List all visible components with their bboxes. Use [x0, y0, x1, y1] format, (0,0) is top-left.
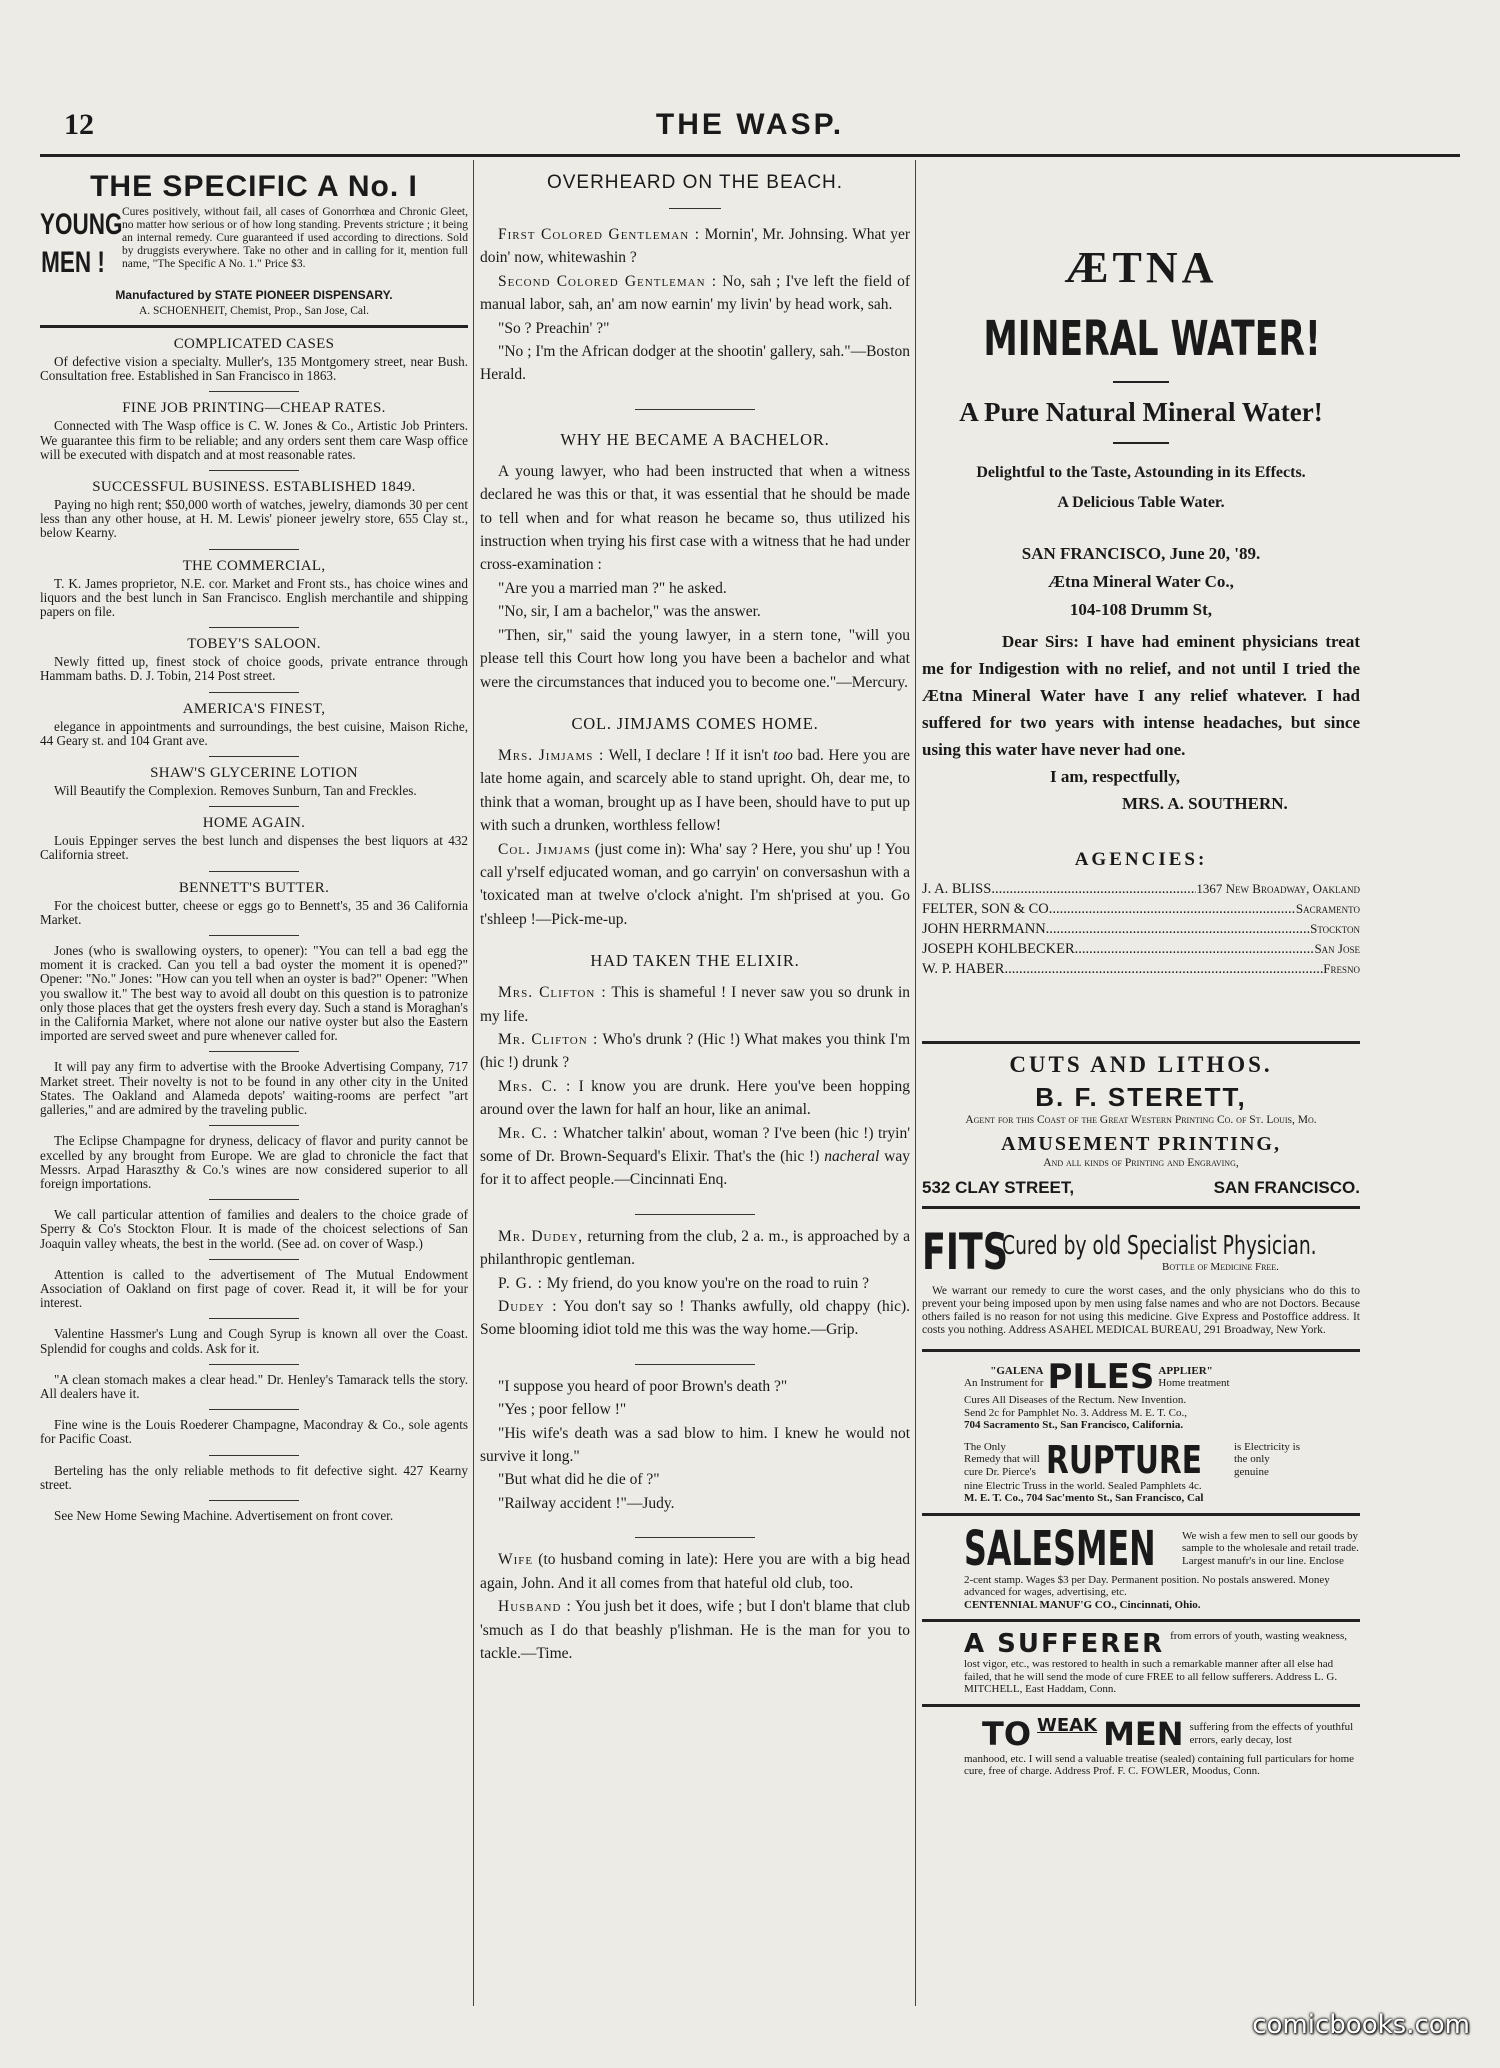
dialogue-line: Dudey : You don't say so ! Thanks awfully, old chappy (hic). Some blooming idiot told me this was the way home.—Grip.: [480, 1298, 910, 1339]
ad-heading: HOME AGAIN.: [202, 815, 306, 832]
ad-heading: BENNETT'S BUTTER.: [178, 879, 330, 896]
ad-body: For the choicest butter, cheese or eggs go to Bennett's, 35 and 36 California Market.: [40, 897, 468, 927]
ad-body: Paying no high rent; $50,000 worth of watches, jewelry, diamonds 30 per cent less than any other house, at H. M. Lewis' pioneer jewelry store, 655 Clay st., below Kearny.: [40, 497, 468, 541]
dialogue-line: P. G. : My friend, do you know you're on the road to ruin ?: [498, 1274, 869, 1292]
letter-address: 104-108 Drumm St,: [1069, 600, 1213, 619]
weak-men-ad: TO WEAK MEN suffering from the effects of youthful errors, early decay, lost manhood, etc. I will send a valuable treatise (sealed) containing full particulars for home cure, free of charge. Address Prof. F. C. FOWLER, Moodus, Conn.: [964, 1714, 1355, 1777]
dialogue-line: "But what did he die of ?": [498, 1471, 660, 1489]
dialogue-line: Husband : You jush bet it does, wife ; but I don't blame that club 'smuch as I do that beashly p'lishman. He is the man for you to tackle.—Time.: [480, 1598, 910, 1662]
dialogue-line: "So ? Preachin' ?": [498, 319, 610, 337]
manufacturer-line: Manufactured by STATE PIONEER DISPENSARY.: [115, 288, 393, 302]
header-rule: [40, 154, 1460, 157]
young-men-heading: YOUNG MEN !: [40, 208, 123, 279]
dialogue-line: Mrs. Clifton : This is shameful ! I never saw you so drunk in my life.: [480, 984, 910, 1025]
agency-row: FELTER, SON & CO ..... Sacramento: [922, 899, 1360, 919]
rupture-heading: RUPTURE: [1046, 1437, 1202, 1482]
divider: [209, 1199, 299, 1200]
divider: [209, 1455, 299, 1456]
divider: [209, 1500, 299, 1501]
story-paragraph: A young lawyer, who had been instructed that when a witness declared he was this or that, it was essential that he should be made to tell when and for what reason he became so, thus utilized his instruction when trying his first case with a witness that he had under cross-examination :: [480, 462, 910, 574]
divider: [635, 1214, 755, 1215]
story-paragraph: "Are you a married man ?" he asked.: [498, 579, 727, 597]
fits-heading: FITS: [922, 1223, 1009, 1281]
chemist-line: A. SCHOENHEIT, Chemist, Prop., San Jose, Cal.: [138, 305, 370, 317]
dialogue-line: Mr. Clifton : Who's drunk ? (Hic !) What makes you think I'm (hic !) drunk ?: [480, 1030, 910, 1072]
notice: Valentine Hassmer's Lung and Cough Syrup is known all over the Coast. Splendid for coughs and colds. Ask for it.: [40, 1326, 468, 1356]
agency-row: JOHN HERRMANN ..... Stockton: [922, 919, 1360, 939]
testimonial-letter: Dear Sirs: I have had eminent physicians treat me for Indigestion with no relief, and not until I tried the Ætna Mineral Water have I any relief whatever. I had suffered for two years with intense headaches, but since using this water have never had one.: [922, 632, 1360, 759]
salesmen-heading: SALESMEN: [964, 1520, 1156, 1577]
sterett-address: 532 CLAY STREET, SAN FRANCISCO.: [922, 1178, 1360, 1197]
letter-signature: MRS. A. SOUTHERN.: [1122, 794, 1288, 813]
ad-body: Of defective vision a specialty. Muller's, 135 Montgomery street, near Bush. Consultation free. Established in San Francisco in 1863.: [40, 354, 468, 384]
classified-ad: [40, 479, 468, 541]
agency-row: J. A. BLISS ..... 1367 New Broadway, Oakland: [922, 879, 1360, 899]
ad-heading: THE COMMERCIAL,: [182, 557, 326, 574]
notice: Attention is called to the advertisement of The Mutual Endowment Association of Oakland on first page of cover. Read it, it will be for your interest.: [40, 1266, 468, 1311]
fits-subheading: Cured by old Specialist Physician.: [1002, 1231, 1317, 1261]
divider: [209, 1051, 299, 1052]
salesmen-ad: SALESMEN We wish a few men to sell our goods by sample to the wholesale and retail trade. Largest manufr's in our line. Enclose 2-cent stamp. Wages $3 per Day. Permanent position. No postals answered. Money advanced for wages, advertising, etc. CENTENNIAL MANUF'G CO., Cincinnati, Ohio.: [964, 1520, 1359, 1611]
agency-row: JOSEPH KOHLBECKER ..... San Jose: [922, 939, 1360, 959]
classified-ad: [40, 880, 468, 927]
divider: [635, 409, 755, 410]
divider: [209, 1259, 299, 1260]
section-rule: [922, 1349, 1360, 1352]
letter-close: I am, respectfully,: [1050, 767, 1181, 786]
story-title: COL. JIMJAMS COMES HOME.: [571, 713, 819, 733]
sterett-name: B. F. STERETT,: [1035, 1082, 1247, 1112]
notice: Fine wine is the Louis Roederer Champagne, Macondray & Co., sole agents for Pacific Coast.: [40, 1417, 468, 1447]
dialogue-line: "I suppose you heard of poor Brown's death ?": [498, 1377, 788, 1395]
fits-body: We warrant our remedy to cure the worst cases, and the only physicians who do this to prevent your being imposed upon by men using false names and who are not Doctors. Because others failed is no reason for not using this medicine. Give Express and Postoffice address. It costs you nothing. Address ASAHEL MEDICAL BUREAU, 291 Broadway, New York.: [922, 1285, 1360, 1336]
divider: [209, 806, 299, 807]
column-right: [922, 160, 1360, 2006]
rupture-ad: The Only Remedy that will cure Dr. Pierce's RUPTURE is Electricity is the only genuine nine Electric Truss in the world. Sealed Pamphlets 4c. M. E. T. Co., 704 Sac'mento St., San Francisco, Cal: [964, 1437, 1300, 1504]
divider: [209, 1409, 299, 1410]
section-rule: [922, 1704, 1360, 1707]
agencies-title: AGENCIES:: [1074, 849, 1208, 870]
divider: [209, 470, 299, 471]
fits-offer: Bottle of Medicine Free.: [1162, 1261, 1279, 1273]
notice: The Eclipse Champagne for dryness, delicacy of flavor and purity cannot be excelled by any brought from Europe. We are glad to chronicle the fact that Messrs. Arpad Haraszthy & Co.'s wines are now considered superior to all foreign importations.: [40, 1133, 468, 1191]
ad-heading: AMERICA'S FINEST,: [182, 700, 326, 717]
weak-men-heading: MEN: [1103, 1714, 1184, 1753]
sufferer-heading: A SUFFERER: [964, 1629, 1165, 1659]
cuts-lithos-heading: CUTS AND LITHOS.: [922, 1041, 1360, 1078]
dialogue-line: "His wife's death was a sad blow to him. I knew he would not survive it long.": [480, 1424, 910, 1466]
fits-ad: [922, 1223, 1360, 1281]
ad-body: Will Beautify the Complexion. Removes Sunburn, Tan and Freckles.: [54, 783, 417, 799]
ad-heading: FINE JOB PRINTING—CHEAP RATES.: [122, 400, 386, 417]
classified-ad: [40, 636, 468, 683]
classified-ad: [40, 400, 468, 462]
ad-heading: TOBEY'S SALOON.: [187, 636, 321, 653]
column-divider: [473, 160, 474, 2006]
dialogue-line: "Railway accident !"—Judy.: [498, 1494, 675, 1512]
notice: Jones (who is swallowing oysters, to opener): "You can tell a bad egg the moment it is cracked. Can you tell a bad oyster the moment it is opened?" Opener: "No." Jones: "How can you tell when an oyster is bad?" Opener: "When you swallow it." The best way to avoid all doubt on this question is to patronize only those places that get the oysters fresh every day. Such a stand is Moraghan's in the California Market, where not alone our native oyster but also the Eastern imported are served sweet and pure whenever called for.: [40, 943, 468, 1044]
divider: [209, 391, 299, 392]
sufferer-ad: A SUFFERER from errors of youth, wasting weakness, lost vigor, etc., was restored to health in such a remarkable manner after all else had failed, that he will send the mode of cure FREE to all fellow sufferers. Address L. G. MITCHELL, East Haddam, Conn.: [964, 1629, 1347, 1695]
divider: [635, 1364, 755, 1365]
notice: It will pay any firm to advertise with the Brooke Advertising Company, 717 Market street. Their novelty is not to be found in any other city in the United States. The Oakland and Alameda depots' waiting-rooms are perfect "art galleries," and are admired by the traveling public.: [40, 1059, 468, 1118]
divider: [209, 692, 299, 693]
specific-ad: [40, 206, 468, 282]
story-title: HAD TAKEN THE ELIXIR.: [590, 951, 800, 971]
aetna-tagline: A Pure Natural Mineral Water!: [959, 397, 1323, 427]
section-rule: [922, 1513, 1360, 1516]
story-title: OVERHEARD ON THE BEACH.: [546, 172, 844, 193]
column-left: [40, 160, 468, 2006]
classified-ad: [40, 701, 468, 748]
section-rule: [922, 1206, 1360, 1209]
story-paragraph: "Then, sir," said the young lawyer, in a stern tone, "will you please tell this Court how long you have been a bachelor and what were the circumstances that induced you to become one."—Mercury.: [480, 626, 910, 691]
specific-ad-text: Cures positively, without fail, all cases of Gonorrhœa and Chronic Gleet, no matter how serious or of how long standing. Prevents stricture ; it being an internal remedy. Cure guaranteed if used according to directions. Sold by druggists everywhere. Take no other and in calling for it, mention full name, "The Specific A No. 1." Price $3.: [122, 206, 468, 270]
story-title: WHY HE BECAME A BACHELOR.: [560, 429, 830, 449]
classified-ad: [40, 336, 468, 383]
dialogue-line: First Colored Gentleman : Mornin', Mr. Johnsing. What yer doin' now, whitewashin ?: [480, 226, 910, 267]
dialogue-line: Mr. C. : Whatcher talkin' about, woman ? I've been (hic !) tryin' some of Dr. Brown-Sequard's Elixir. That's the (hic !) nacheral way for it to affect people.—Cincinnati Enq.: [480, 1124, 910, 1189]
letter-company: Ætna Mineral Water Co.,: [1048, 572, 1234, 591]
piles-heading: PILES: [1047, 1357, 1155, 1397]
ad-body: elegance in appointments and surroundings, the best cuisine, Maison Riche, 44 Geary st. and 104 Grant ave.: [40, 718, 468, 748]
letter-date: SAN FRANCISCO, June 20, '89.: [1021, 544, 1261, 563]
engraving-line: And all kinds of Printing and Engraving,: [1043, 1157, 1239, 1169]
classified-ad: [40, 558, 468, 620]
ad-body: Louis Eppinger serves the best lunch and dispenses the best liquors at 432 California street.: [40, 833, 468, 863]
galena-ad: "GALENA An Instrument for PILES APPLIER" Home treatment Cures All Diseases of the Rectum. New Invention. Send 2c for Pamphlet No. 3. Address M. E. T. Co., 704 Sacramento St., San Francisco, California.: [964, 1357, 1230, 1431]
ad-body: Newly fitted up, finest stock of choice goods, private entrance through Hammam baths. D. J. Tobin, 214 Post street.: [40, 654, 468, 684]
dialogue-line: Col. Jimjams (just come in): Wha' say ? Here, you shu' up ! You call y'rself edjucated woman, and go carryin' on conversashun with a 'toxicated man at twelve o'clock a'night. I'm sh'prised at you. Go t'shleep !—Pick-me-up.: [480, 840, 910, 928]
specific-ad-title: THE SPECIFIC A No. I: [90, 170, 418, 203]
amusement-printing: AMUSEMENT PRINTING,: [1001, 1133, 1281, 1155]
ad-heading: SHAW'S GLYCERINE LOTION: [150, 765, 358, 782]
agencies-list: [922, 879, 1360, 979]
site-watermark: comicbooks.com: [1252, 2010, 1470, 2040]
divider: [209, 549, 299, 550]
column-middle: [480, 160, 910, 2006]
divider: [209, 935, 299, 936]
dialogue-line: "No ; I'm the African dodger at the shootin' gallery, sah."—Boston Herald.: [480, 343, 910, 384]
divider: [1113, 381, 1169, 383]
divider: [209, 1318, 299, 1319]
divider: [209, 1364, 299, 1365]
divider: [209, 627, 299, 628]
ad-body: T. K. James proprietor, N.E. cor. Market and Front sts., has choice wines and liquors and the best lunch in San Francisco. English merchantile and shipping papers on file.: [40, 575, 468, 620]
dialogue-line: Mr. Dudey, returning from the club, 2 a. m., is approached by a philanthropic gentleman.: [480, 1227, 910, 1269]
divider: [669, 208, 721, 209]
dialogue-line: "Yes ; poor fellow !": [498, 1401, 627, 1419]
section-rule: [40, 325, 468, 328]
masthead: THE WASP.: [655, 108, 845, 141]
aetna-description: A Delicious Table Water.: [1057, 494, 1225, 511]
aetna-description: Delightful to the Taste, Astounding in its Effects.: [976, 464, 1306, 481]
page-number: 12: [64, 108, 94, 141]
ad-body: Connected with The Wasp office is C. W. Jones & Co., Artistic Job Printers. We guarantee this firm to be reliable; and any orders sent them care Wasp office will be executed with dispatch and at most reasonable rates.: [40, 418, 468, 462]
dialogue-line: Mrs. C. : I know you are drunk. Here you've been hopping around over the lawn for half an hour, like an animal.: [480, 1077, 910, 1119]
classified-ad: [40, 815, 468, 862]
dialogue-line: Mrs. Jimjams : Well, I declare ! If it isn't too bad. Here you are late home again, and scarcely able to stand upright. Oh, dear me, to think that a woman, brought up as I have been, should have to put up with such a drunken, worthless fellow!: [480, 746, 910, 835]
mineral-water-headline: MINERAL WATER!: [983, 311, 1321, 367]
column-divider: [915, 160, 916, 2006]
divider: [635, 1537, 755, 1538]
divider: [1113, 442, 1169, 444]
classified-ad: [40, 765, 468, 798]
dialogue-line: Wife (to husband coming in late): Here you are with a big head again, John. And it all comes from that hateful old club, too.: [480, 1551, 910, 1592]
ad-heading: COMPLICATED CASES: [173, 336, 335, 352]
notice: "A clean stomach makes a clear head." Dr. Henley's Tamarack tells the story. All dealers have it.: [40, 1371, 468, 1401]
divider: [209, 1125, 299, 1126]
notice: Berteling has the only reliable methods to fit defective sight. 427 Kearny street.: [40, 1462, 468, 1492]
story-paragraph: "No, sir, I am a bachelor," was the answer.: [498, 603, 761, 621]
ad-heading: SUCCESSFUL BUSINESS. ESTABLISHED 1849.: [92, 479, 416, 496]
section-rule: [922, 1619, 1360, 1622]
notice: We call particular attention of families and dealers to the choice grade of Sperry & Co's Stockton Flour. It is made of the choicest selections of San Joaquin valley wheats, the best in the world. (See ad. on cover of Wasp.): [40, 1207, 468, 1251]
agency-row: W. P. HABER ..... Fresno: [922, 959, 1360, 979]
divider: [209, 756, 299, 757]
notice: See New Home Sewing Machine. Advertisement on front cover.: [54, 1507, 394, 1523]
sterett-agent: Agent for this Coast of the Great Western Printing Co. of St. Louis, Mo.: [965, 1114, 1317, 1126]
dialogue-line: Second Colored Gentleman : No, sah ; I've left the field of manual labor, sah, an' am now earnin' my livin' by head work, sah.: [480, 272, 910, 314]
divider: [209, 871, 299, 872]
aetna-logo: ÆTNA: [1064, 243, 1218, 292]
